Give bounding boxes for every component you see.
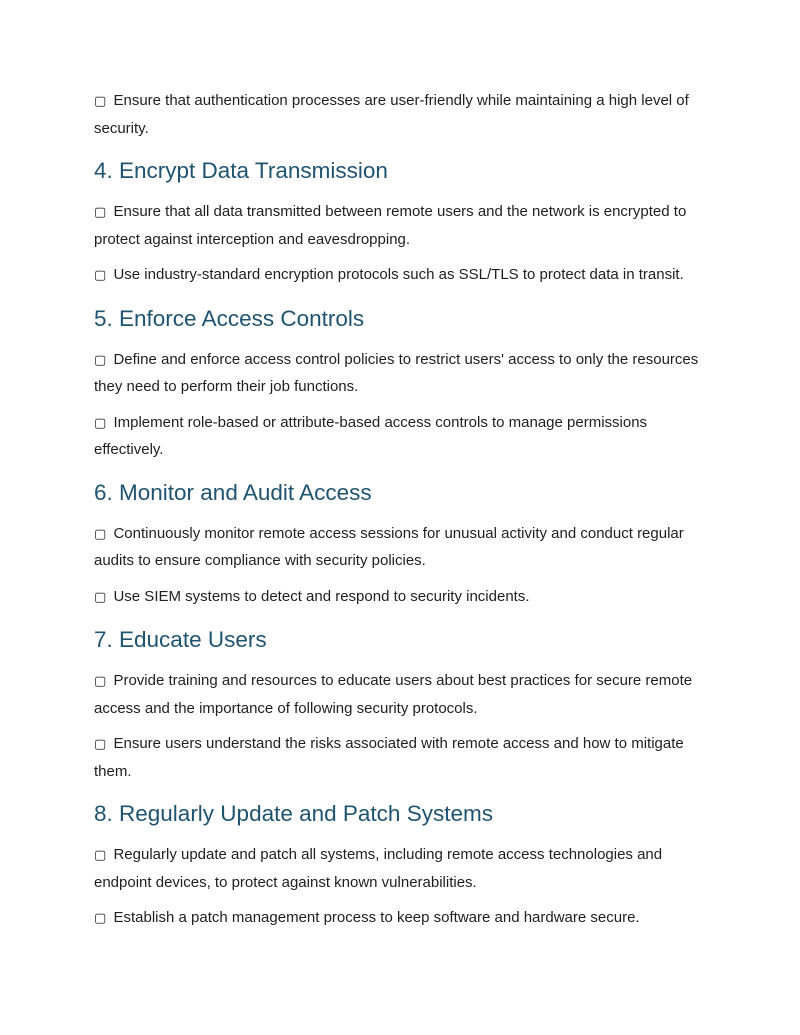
list-item-text: Ensure that all data transmitted between remote users and the network is encrypted to protect against interception and eavesdropping.: [94, 203, 687, 248]
section-heading: 8. Regularly Update and Patch Systems: [94, 801, 493, 826]
list-item: [94, 905, 714, 933]
list-item: [94, 668, 714, 722]
checkbox-icon: ▢: [94, 737, 107, 752]
list-item: [94, 842, 714, 896]
checkbox-icon: ▢: [94, 911, 107, 926]
list-item: [94, 199, 714, 253]
checkbox-icon: ▢: [94, 415, 107, 431]
section-heading: 7. Educate Users: [94, 627, 267, 652]
sections-container: [94, 156, 714, 933]
list-item-text: Define and enforce access control policies to restrict users' access to only the resources they need to perform their job functions.: [94, 350, 699, 395]
list-item: [94, 521, 714, 575]
checkbox-icon: ▢: [94, 848, 107, 863]
list-item-text: Establish a patch management process to keep software and hardware secure.: [113, 909, 640, 926]
section-heading: 6. Monitor and Audit Access: [94, 479, 372, 505]
list-item: [94, 347, 714, 401]
checkbox-icon: ▢: [94, 526, 107, 542]
document-page: [94, 88, 714, 942]
checkbox-icon: ▢: [94, 268, 107, 283]
checkbox-icon: ▢: [94, 589, 107, 605]
checkbox-icon: ▢: [94, 674, 107, 689]
section-heading: 5. Enforce Access Controls: [94, 305, 365, 331]
section-heading: 4. Encrypt Data Transmission: [94, 158, 388, 183]
list-item: [94, 731, 714, 785]
list-item: [94, 262, 714, 290]
checkbox-icon: ▢: [94, 205, 107, 220]
list-item-text: Use SIEM systems to detect and respond to security incidents.: [113, 587, 530, 605]
list-item-text: Use industry-standard encryption protocols such as SSL/TLS to protect data in transit.: [113, 266, 684, 283]
list-item: [94, 88, 714, 142]
list-item: [94, 584, 714, 612]
checkbox-icon: ▢: [94, 352, 107, 368]
list-item: [94, 410, 714, 464]
checkbox-icon: ▢: [94, 94, 107, 109]
list-item-text: Implement role-based or attribute-based access controls to manage permissions effectively.: [94, 413, 648, 458]
list-item-text: Continuously monitor remote access sessions for unusual activity and conduct regular audits to ensure compliance with security policies.: [94, 524, 684, 569]
list-item-text: Provide training and resources to educate users about best practices for secure remote access and the importance of following security protocols.: [94, 672, 693, 717]
list-item-text: Regularly update and patch all systems, including remote access technologies and endpoint devices, to protect against known vulnerabilities.: [94, 846, 663, 891]
list-item-text: Ensure users understand the risks associated with remote access and how to mitigate them.: [94, 735, 684, 780]
list-item-text: Ensure that authentication processes are user-friendly while maintaining a high level of security.: [94, 92, 689, 137]
